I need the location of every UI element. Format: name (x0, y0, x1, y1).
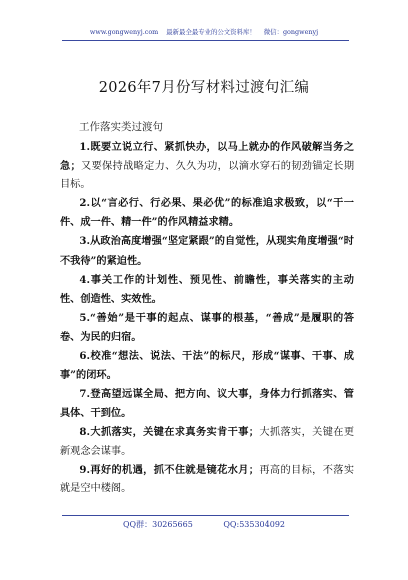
list-item (60, 423, 354, 460)
footer-qq-group: QQ群：30265665 (122, 520, 193, 529)
list-item (60, 138, 354, 194)
item-normal-text: 又要保持战略定力、久久为功，以滴水穿石的韧劲锚定长期目标。 (60, 161, 355, 191)
item-bold-text: 4.事关工作的计划性、预见性、前瞻性，事关落实的主动性、创造性、实效性。 (60, 273, 354, 305)
list-item (60, 385, 354, 423)
list-item (60, 347, 354, 385)
section-subtitle: 工作落实类过渡句 (79, 121, 163, 133)
footer-qq: QQ:535304092 (223, 520, 285, 529)
header-divider (62, 40, 349, 41)
item-normal-text: 再高的目标，不落实就是空中楼阁。 (60, 464, 355, 494)
list-item (60, 232, 354, 270)
item-bold-text: 1.既要立说立行、紧抓快办，以马上就办的作风破解当务之急； (60, 141, 354, 173)
header-site[interactable]: www.gongwenyj.com (89, 28, 159, 36)
item-bold-text: 5.“善始”是干事的起点、谋事的根基，“善成”是履职的答卷、为民的归宿。 (60, 311, 354, 343)
page-footer (0, 519, 408, 530)
list-item (60, 271, 354, 309)
item-normal-text: 大抓落实，关键在更新观念会谋事。 (60, 427, 355, 457)
item-bold-text: 8.大抓落实，关键在求真务实肯干事； (79, 426, 259, 439)
item-bold-text: 2.以“言必行、行必果、果必优”的标准追求极致，以“干一件、成一件、精一件”的作风精益求精。 (60, 197, 354, 229)
item-bold-text: 7.登高望远谋全局、把方向、议大事，身体力行抓落实、管具体、干到位。 (60, 388, 354, 420)
list-item (60, 194, 354, 232)
footer-divider (62, 515, 349, 516)
header-wechat: 微信：gongwenyj (263, 28, 319, 36)
document-title: 2026年7月份写材料过渡句汇编 (98, 80, 310, 96)
list-item (60, 309, 354, 347)
page-header (0, 27, 408, 36)
item-bold-text: 9.再好的机遇，抓不住就是镜花水月； (79, 463, 259, 476)
header-slogan: 最新最全最专业的公文资料库！ (166, 28, 256, 36)
list-item (60, 461, 354, 498)
document-body (60, 138, 354, 498)
item-bold-text: 6.校准“想法、说法、干法”的标尺，形成“谋事、干事、成事”的闭环。 (60, 350, 354, 382)
item-bold-text: 3.从政治高度增强“坚定紧跟”的自觉性，从现实角度增强“时不我待”的紧迫性。 (60, 235, 354, 267)
